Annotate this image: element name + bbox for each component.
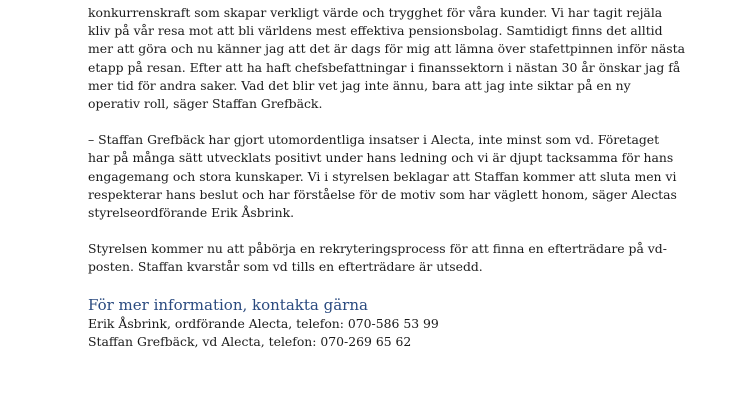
text-line: mer tid för andra saker. Vad det blir vet jag inte ännu, bara att jag inte siktar på en ny	[88, 77, 631, 93]
paragraph-quote-asbrink	[88, 131, 677, 222]
text-line: konkurrenskraft som skapar verkligt värde och trygghet för våra kunder. Vi har tagit rejäla	[88, 5, 663, 20]
text-line: operativ roll, säger Staffan Grefbäck.	[88, 96, 323, 112]
contact-heading: För mer information, kontakta gärna	[88, 295, 368, 314]
text-line: har på många sätt utvecklats positivt under hans ledning och vi är djupt tacksamma för hans	[88, 150, 674, 166]
text-line: styrelseordförande Erik Åsbrink.	[88, 205, 295, 221]
text-line: kliv på vår resa mot att bli världens mest effektiva pensionsbolag. Samtidigt finns det alltid	[88, 23, 663, 39]
text-line: engagemang och stora kunskaper. Vi i styrelsen beklagar att Staffan kommer att sluta men vi	[88, 168, 677, 184]
contact-line-grefback: Staffan Grefbäck, vd Alecta, telefon: 070-269 65 62	[88, 334, 412, 350]
press-release-body	[88, 4, 685, 352]
text-line: – Staffan Grefbäck har gjort utomordentliga insatser i Alecta, inte minst som vd. Företaget	[88, 132, 660, 148]
text-line: etapp på resan. Efter att ha haft chefsbefattningar i finanssektorn i nästan 30 år önskar jag få	[88, 59, 681, 75]
paragraph-recruitment	[88, 240, 668, 276]
text-line: mer att göra och nu känner jag att det är dags för mig att lämna över stafettpinnen inför nästa	[88, 41, 685, 57]
text-line: Styrelsen kommer nu att påbörja en rekryteringsprocess för att finna en efterträdare på vd-	[88, 241, 667, 257]
text-line: posten. Staffan kvarstår som vd tills en efterträdare är utsedd.	[88, 259, 483, 275]
text-line: respekterar hans beslut och har förståelse för de motiv som har väglett honom, säger Alectas	[88, 186, 677, 202]
contact-line-asbrink: Erik Åsbrink, ordförande Alecta, telefon: 070-586 53 99	[88, 315, 439, 331]
paragraph-quote-grefback	[88, 4, 685, 113]
